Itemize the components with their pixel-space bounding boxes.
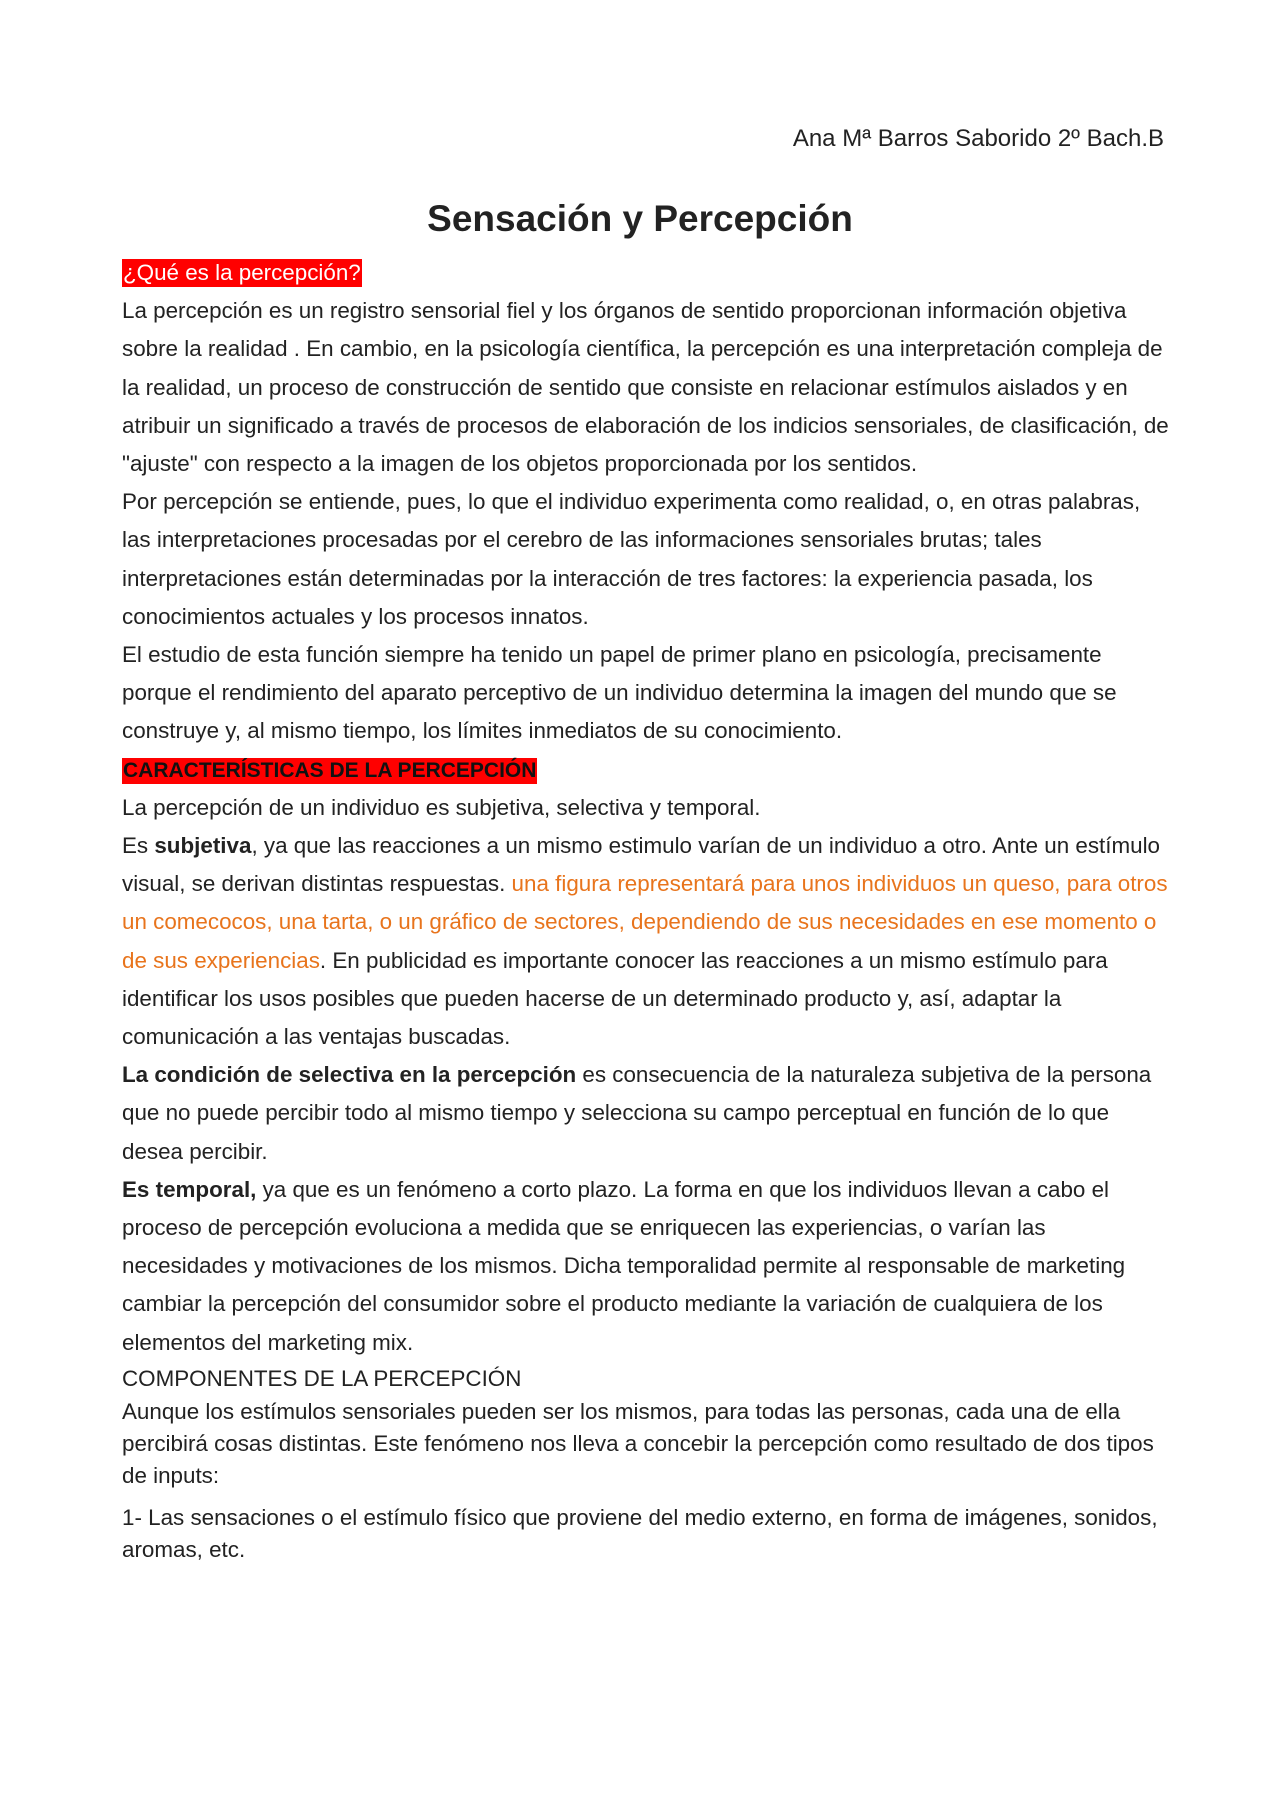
text-span: es consecuencia de la naturaleza subjetiva de la persona que no puede percibir todo al mismo tiempo y selecciona su campo perceptual en función de lo que desea percibir. [122,1062,1152,1164]
bold-term: La condición de selectiva en la percepción [122,1062,577,1088]
paragraph: Por percepción se entiende, pues, lo que el individuo experimenta como realidad, o, en otras palabras, las interpretaciones procesadas por el cerebro de las informaciones sensoriales brutas; tales interpretaciones están determinadas por la interacción de tres factores: la experiencia pasada, los conocimientos actuales y los procesos innatos. [122,489,1141,629]
paragraph: El estudio de esta función siempre ha tenido un papel de primer plano en psicología, precisamente porque el rendimiento del aparato perceptivo de un individuo determina la imagen del mundo que se construye y, al mismo tiempo, los límites inmediatos de su conocimiento. [122,642,1117,744]
paragraph-intro: La percepción de un individuo es subjetiva, selectiva y temporal. [122,794,761,820]
componentes-block [122,1396,1172,1566]
paragraph-subjetiva [122,827,1172,1056]
paragraph-componentes: Aunque los estímulos sensoriales pueden ser los mismos, para todas las personas, cada una de ella percibirá cosas distintas. Este fenómeno nos lleva a concebir la percepción como resultado de dos tipos de inputs: [122,1398,1154,1488]
bold-term: subjetiva [154,833,252,859]
text-span: ya que es un fenómeno a corto plazo. La forma en que los individuos llevan a cabo el proceso de percepción evoluciona a medida que se enriquecen las experiencias, o varían las necesidades y motivaciones de los mismos. Dicha temporalidad permite al responsable de marketing cambiar la percepción del consumidor sobre el producto mediante la variación de cualquiera de los elementos del marketing mix. [122,1176,1126,1355]
paragraph-selectiva [122,1056,1172,1171]
spacer [122,1492,1172,1502]
paragraph: La percepción es un registro sensorial fiel y los órganos de sentido proporcionan información objetiva sobre la realidad . En cambio, en la psicología científica, la percepción es una interpretación compleja de la realidad, un proceso de construcción de sentido que consiste en relacionar estímulos aislados y en atribuir un significado a través de procesos de elaboración de los indicios sensoriales, de clasificación, de "ajuste" con respecto a la imagen de los objetos proporcionada por los sentidos. [122,298,1169,477]
text-span: Es [122,833,155,859]
list-item: 1- Las sensaciones o el estímulo físico que proviene del medio externo, en forma de imágenes, sonidos, aromas, etc. [122,1504,1158,1562]
section-heading-componentes: COMPONENTES DE LA PERCEPCIÓN [122,1365,522,1391]
section-heading-que-es [122,254,1172,292]
text-span: , ya que las reacciones a un mismo estimulo varían de un individuo a otro. Ante un estímulo visual, se derivan distintas respuestas. [122,833,1161,897]
page-title: Sensación y Percepción [427,198,853,239]
author-line: Ana Mª Barros Saborido 2º Bach.B [792,125,1164,152]
orange-example-text: una figura representará para unos individuos un queso, para otros un comecocos, una tarta, o un gráfico de sectores, dependiendo de sus necesidades en ese momento o de sus experiencias [122,871,1168,973]
section-heading-caracteristicas [122,751,1172,789]
paragraph-temporal [122,1171,1172,1362]
highlighted-heading: ¿Qué es la percepción? [123,260,361,285]
text-span: . En publicidad es importante conocer las reacciones a un mismo estímulo para identificar los usos posibles que pueden hacerse de un determinado producto y, así, adaptar la comunicación a las ventajas buscadas. [122,947,1108,1050]
highlighted-heading: CARACTERÍSTICAS DE LA PERCEPCIÓN [123,758,537,782]
document-body [122,254,1172,1566]
bold-term: Es temporal, [122,1176,257,1202]
